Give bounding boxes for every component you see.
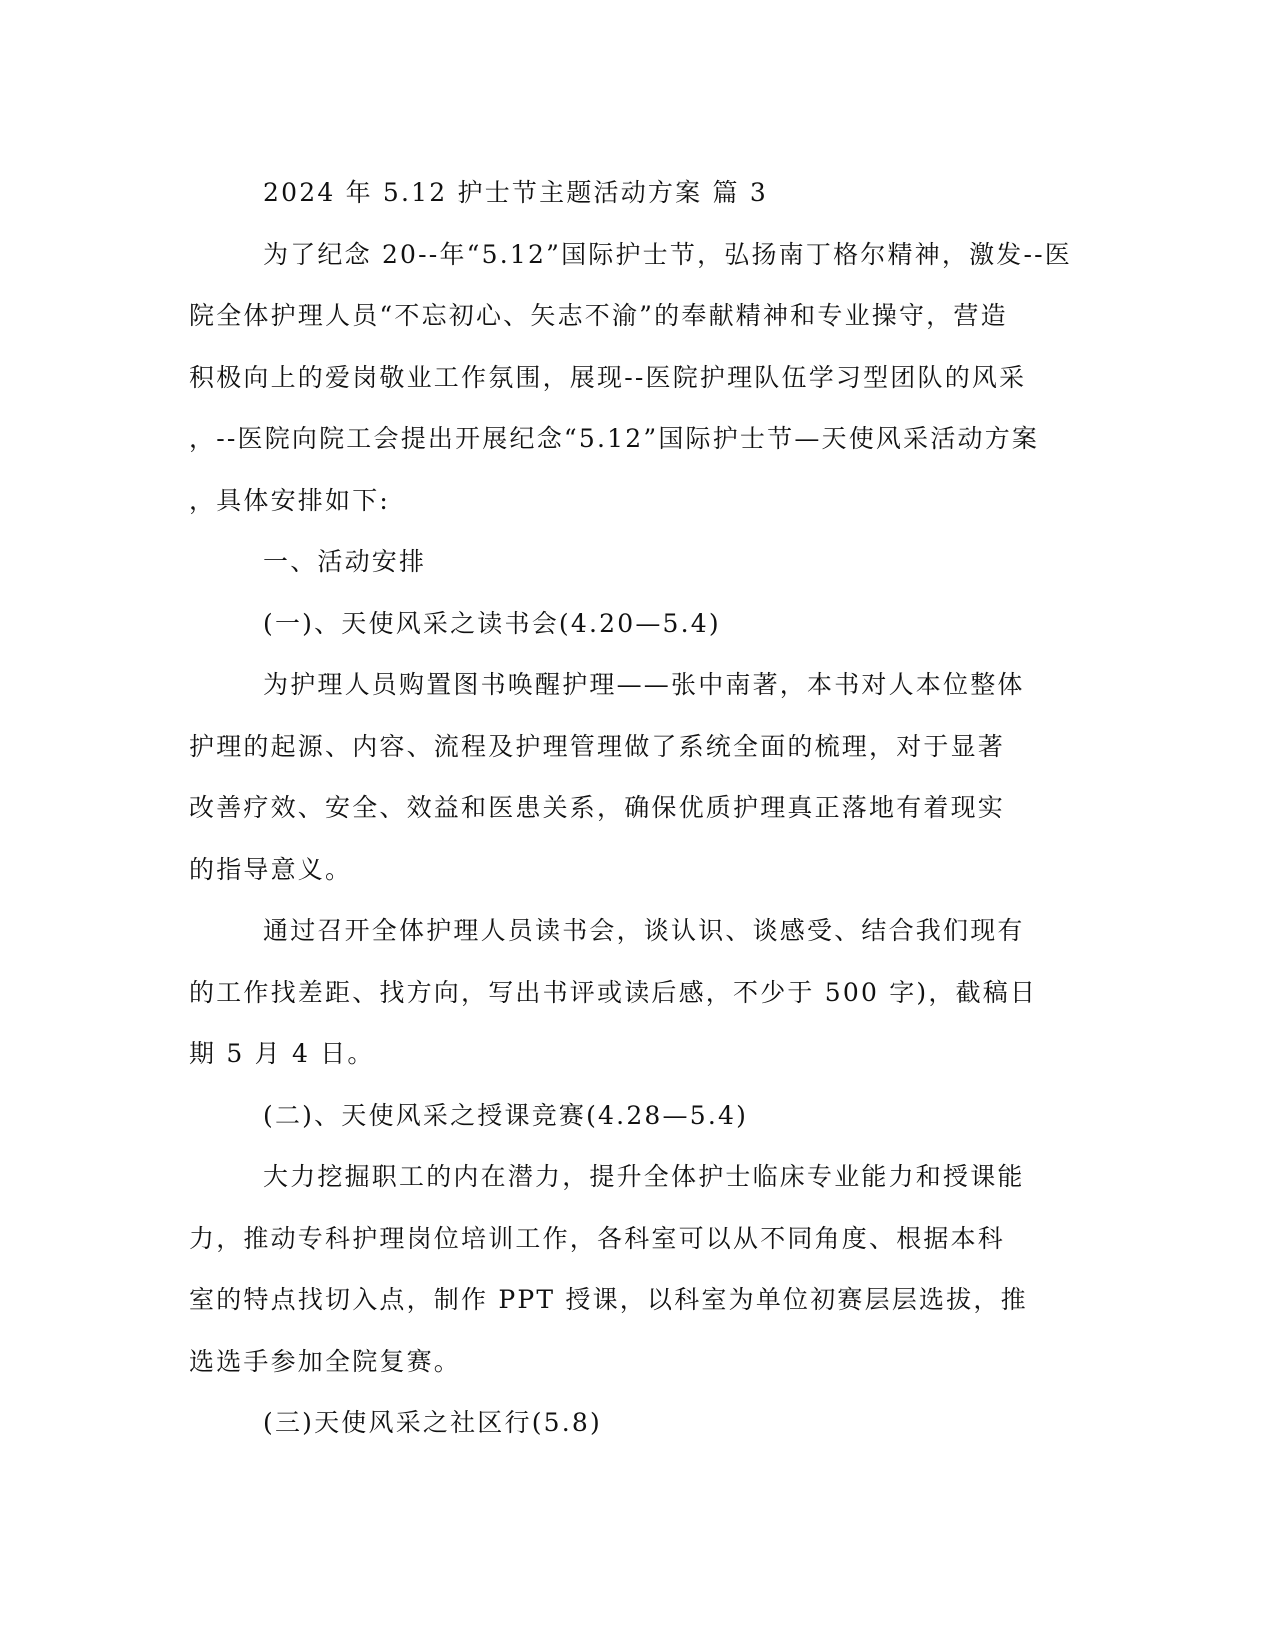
paragraph-line: 为护理人员购置图书唤醒护理——张中南著，本书对人本位整体: [263, 670, 1025, 699]
subsection-heading-community-visit: [189, 1392, 1079, 1454]
paragraph-line: 的工作找差距、找方向，写出书评或读后感，不少于 500 字)，截稿日: [189, 977, 1038, 1007]
paragraph-line: 护理的起源、内容、流程及护理管理做了系统全面的梳理，对于显著: [189, 731, 1006, 761]
paragraph-line: 为了纪念 20--年“5.12”国际护士节，弘扬南丁格尔精神，激发--医: [263, 239, 1072, 269]
heading-line: (二)、天使风采之授课竞赛(4.28—5.4): [263, 1100, 749, 1130]
heading-line: 一、活动安排: [263, 547, 427, 576]
paragraph-line: 室的特点找切入点，制作 PPT 授课，以科室为单位初赛层层选拔，推: [189, 1285, 1028, 1314]
paragraph-intro: [189, 224, 1079, 532]
subsection-heading-teaching-contest: [189, 1085, 1079, 1147]
document-title: 2024 年 5.12 护士节主题活动方案 篇 3: [263, 178, 768, 207]
paragraph-line: 积极向上的爱岗敬业工作氛围，展现--医院护理队伍学习型团队的风采: [189, 362, 1027, 392]
paragraph-teaching-contest: [189, 1146, 1079, 1392]
paragraph-line: 院全体护理人员“不忘初心、矢志不渝”的奉献精神和专业操守，营造: [189, 301, 1008, 330]
paragraph-line: 改善疗效、安全、效益和医患关系，确保优质护理真正落地有着现实: [189, 793, 1006, 822]
paragraph-reading-meeting: [189, 900, 1079, 1085]
paragraph-book-purchase: [189, 654, 1079, 900]
section-heading-activity-arrangement: [189, 531, 1079, 593]
paragraph-line: ，--医院向院工会提出开展纪念“5.12”国际护士节—天使风采活动方案: [189, 424, 1040, 453]
paragraph-line: 大力挖掘职工的内在潜力，提升全体护士临床专业能力和授课能: [263, 1162, 1025, 1191]
paragraph-line: ，具体安排如下:: [189, 485, 391, 515]
paragraph-line: 期 5 月 4 日。: [189, 1039, 375, 1068]
heading-line: (一)、天使风采之读书会(4.20—5.4): [263, 608, 721, 638]
document-body: [189, 162, 1079, 1454]
subsection-heading-reading-club: [189, 593, 1079, 655]
paragraph-line: 通过召开全体护理人员读书会，谈认识、谈感受、结合我们现有: [263, 916, 1025, 945]
heading-line: (三)天使风采之社区行(5.8): [263, 1408, 602, 1437]
paragraph-line: 选选手参加全院复赛。: [189, 1346, 462, 1376]
paragraph-line: 的指导意义。: [189, 854, 353, 884]
paragraph-line: 力，推动专科护理岗位培训工作，各科室可以从不同角度、根据本科: [189, 1223, 1006, 1253]
